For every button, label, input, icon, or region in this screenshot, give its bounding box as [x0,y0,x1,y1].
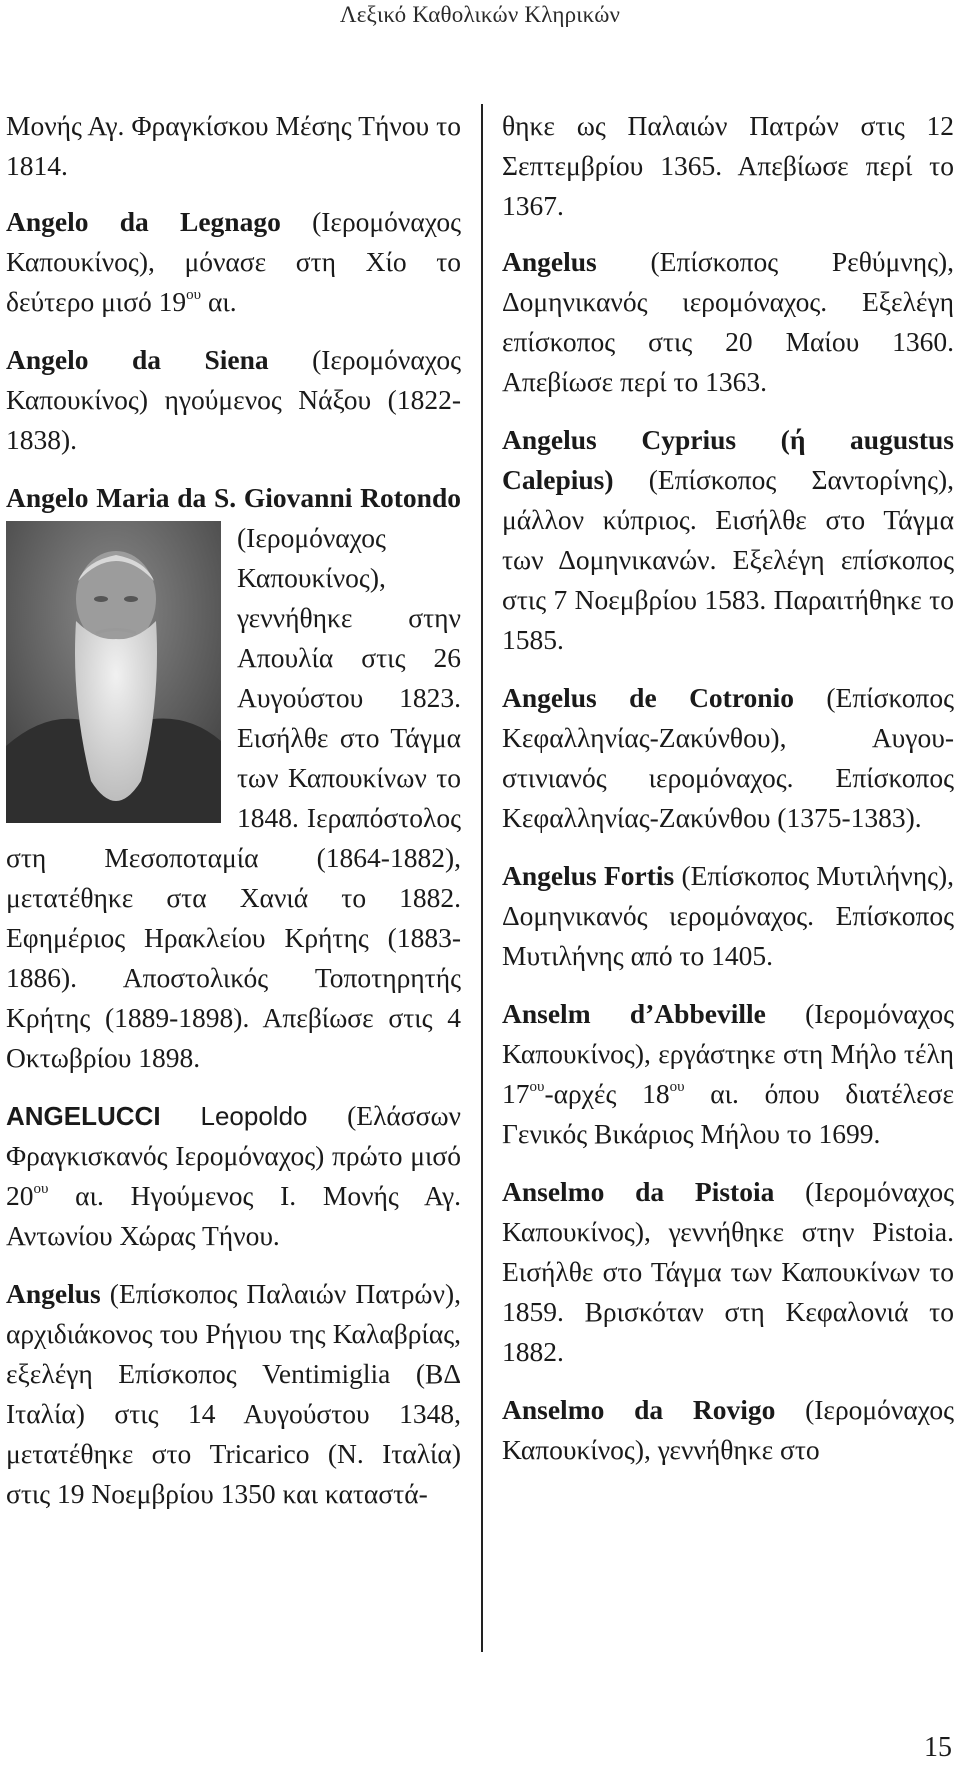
entry-headword: ANGELUCCI [6,1101,161,1131]
page-number: 15 [924,1732,952,1763]
entry-headword: Anselmo da Rovigo [502,1394,776,1425]
entry-angelus-cyprius: Angelus Cyprius (ή augustus Calepius) (Επίσκοπος Σαντορίνης), μάλλον κύπριος. Εισήλθε στο Τάγμα των Δομηνικανών. Εξελέγη επίσκοπος στις 7 Νοεμβρίου 1583. Παραιτήθηκε το 1585. [502,424,954,655]
entry-anselmo-da-rovigo: Anselmo da Rovigo (Ιερομόναχος Καπουκίνος), γεννήθηκε στο [502,1394,954,1465]
entry-angelo-da-legnago: Angelo da Legnago (Ιερομόναχος Καπουκίνος), μόνασε στη Χίο το δεύτερο μισό $19^{o\upsilon}$ αι. [6,206,462,317]
entry-anselmo-da-pistoia: Anselmo da Pistoia (Ιερομόναχος Καπουκίνος), γεννήθηκε στην Pistoia. Εισήλθε στο Τάγμα των Καπουκίνων το 1859. Βρισκόταν στη Κεφαλονιά το 1882. [502,1176,955,1367]
entry-headword: Angelo da Siena [6,344,269,375]
entry-headword: Angelus Fortis [502,860,675,891]
entry-angelus-fortis: Angelus Fortis (Επίσκοπος Μυτιλήνης), Δομηνικανός ιερομόναχος. Επίσκοπος Μυτιλήνης από το 1405. [502,860,955,971]
right-column [502,106,954,1488]
entry-anselm-dabbeville: Anselm d’Abbeville (Ιερομόναχος Καπουκίνος), εργάστηκε στη Μήλο τέλη $17^{o\upsilon}$-αρχές $18^{o\upsilon}$ αι. όπου διατέλεσε Γενικός Βικάριος Μήλου το 1699. [502,998,954,1149]
entry-continuation: Μονής Αγ. Φραγκίσκου Μέσης Τήνου το 1814. [6,110,461,181]
column-divider [481,104,483,1652]
entry-headword: Angelo da Legnago [6,206,281,237]
entry-angelucci: ANGELUCCI Leopoldo (Ελάσσων Φραγκισκανός Ιερομόναχος) πρώτο μισό $20^{o\upsilon}$ αι. Ηγούμενος Ι. Μονής Αγ. Αντωνίου Χώρας Τήνου. [6,1100,461,1251]
entry-given-name: Leopoldo [160,1101,308,1131]
entry-angelus-de-cotronio: Angelus de Cotronio (Επίσκοπος Κεφαλληνίας-Ζακύνθου), Αυγουστινιανός ιερομόναχος. Επίσκοπος Κεφαλληνίας-Ζακύνθου (1375-1383). [502,682,954,833]
entry-headword: Angelus de Cotronio [502,682,794,713]
entry-angelo-da-siena: Angelo da Siena (Ιερομόναχος Καπουκίνος) ηγούμενος Νάξου (1822-1838). [6,344,461,455]
entry-angelus-patron: Angelus (Επίσκοπος Παλαιών Πατρών), αρχιδιάκονος του Ρήγιου της Καλαβρίας, εξελέγη Επίσκοπος Ventimiglia (ΒΔ Ιταλία) στις 14 Αυγούστου 1348, μετατέθηκε στο Tricarico (Ν. Ιταλία) στις 19 Νοεμβρίου 1350 και καταστά- [6,1278,461,1509]
entry-headword: Angelus [502,246,597,277]
entry-headword: Angelus [6,1278,101,1309]
running-header: Λεξικό Καθολικών Κληρικών [339,2,621,27]
entry-angelo-maria: Angelo Maria da S. Giovanni Rotondo (Ιερομόναχος Καπουκίνος), γεννήθηκε στην Απουλία στις 26 Αυγούστου 1823. Εισήλθε στο Τάγμα των Καπουκίνων το 1848. Ιεραπόστολος στη Μεσοποταμία (1864-1882), μετατέθηκε στα Χανιά το 1882. Εφημέριος Ηρακλείου Κρήτης (1883-1886). Αποστολικός Τοποτηρητής Κρήτης (1889-1898). Απεβίωσε στις 4 Οκτωβρίου 1898. [6,482,461,1073]
entry-headword: Angelus Cyprius (ή augustus Calepius) [502,424,954,495]
entry-angelus-rethymno: Angelus (Επίσκοπος Ρεθύμνης), Δομηνικανός ιερομόναχος. Εξελέγη επίσκοπος στις 20 Μαίου 1360. Απεβίωσε περί το 1363. [502,246,954,397]
entry-continuation: θηκε ως Παλαιών Πατρών στις 12 Σεπτεμβρίου 1365. Απεβίωσε περί το 1367. [502,110,954,221]
portrait-photo [6,521,221,823]
entry-headword: Angelo Maria da S. Giovanni Rotondo [6,482,461,513]
left-column [6,106,461,1532]
entry-headword: Anselm d’Abbeville [502,998,766,1029]
entry-headword: Anselmo da Pistoia [502,1176,775,1207]
